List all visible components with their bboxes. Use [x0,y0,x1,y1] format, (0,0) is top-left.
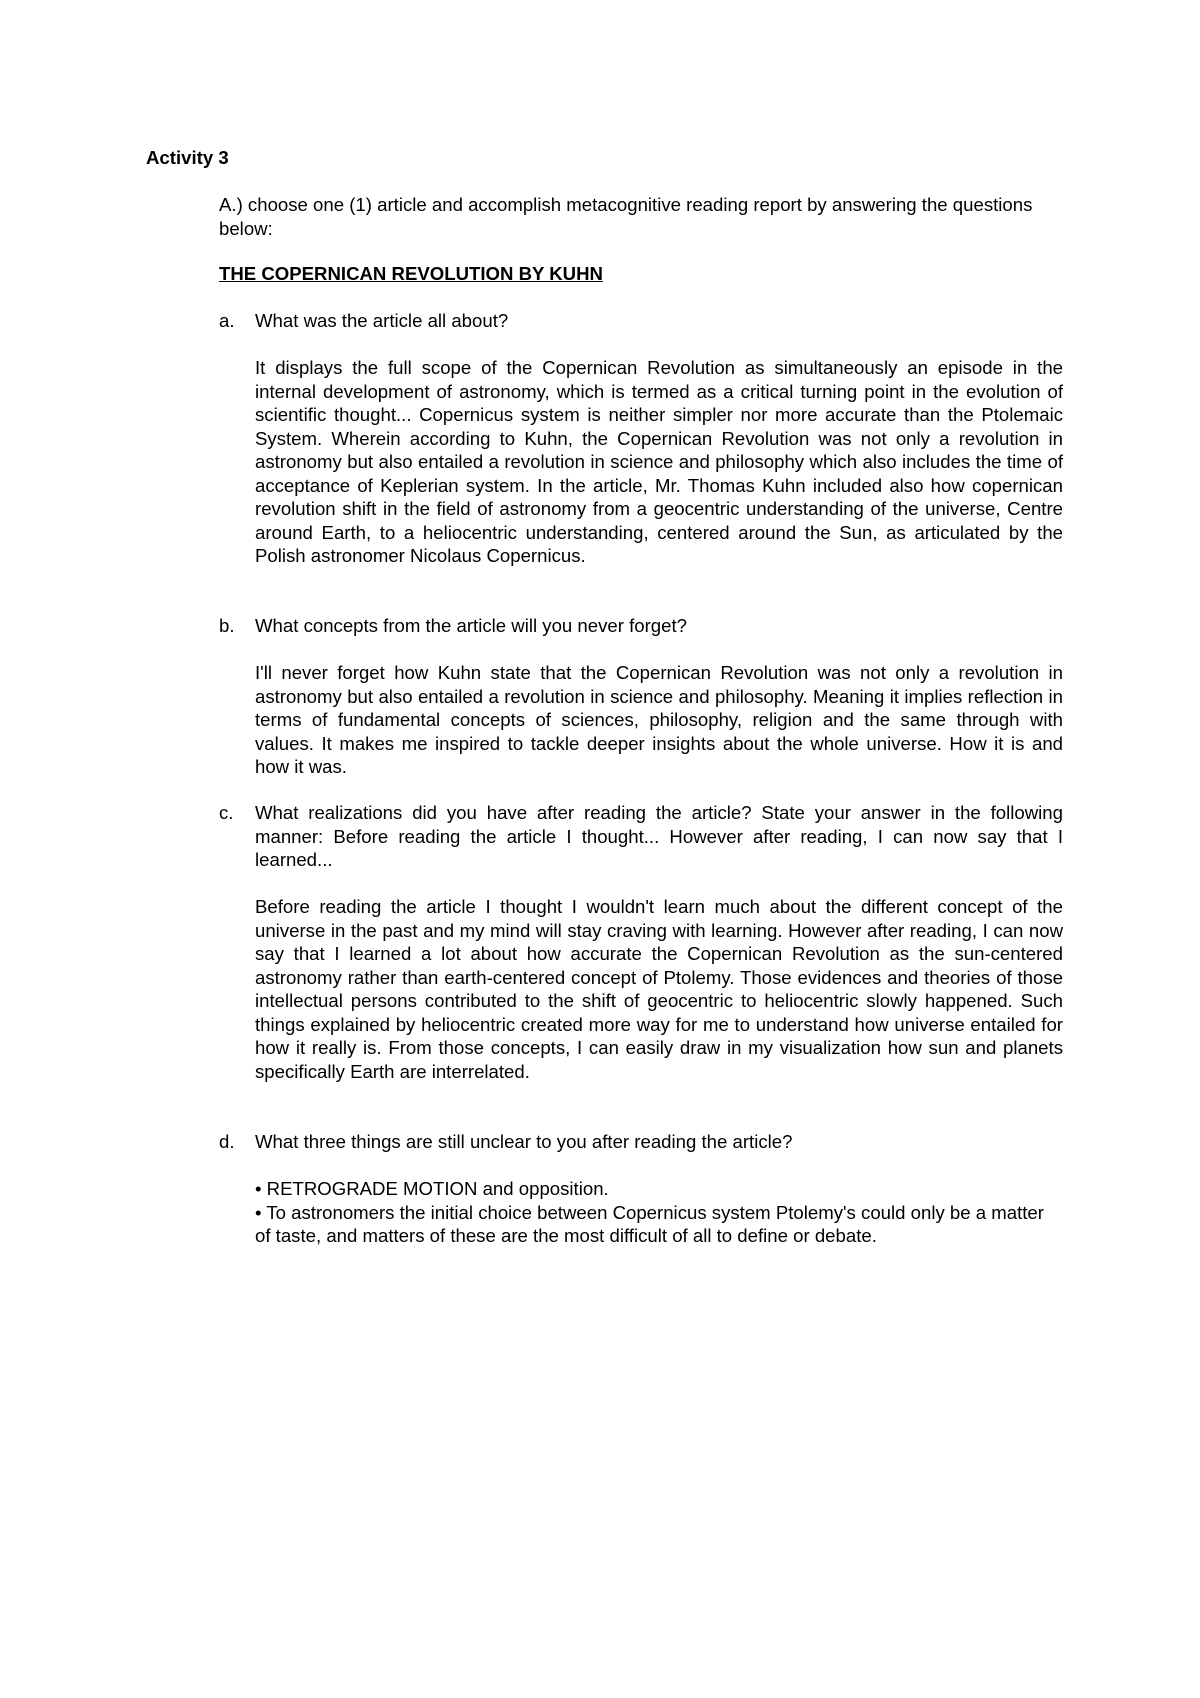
question-c [219,801,1063,872]
question-letter: a. [219,310,235,331]
list-item: • RETROGRADE MOTION and opposition. [255,1178,609,1199]
answer-b: I'll never forget how Kuhn state that the Copernican Revolution was not only a revolution in astronomy but also entailed a revolution in science and philosophy. Meaning it implies reflection in terms of fundamental concepts of sciences, philosophy, religion and the same through with values. It makes me inspired to tackle deeper insights about the whole universe. How it is and how it was. [255,662,1063,777]
question-text: What concepts from the article will you never forget? [255,615,687,636]
question-a [219,309,1063,333]
question-b [219,614,1063,638]
answer-a: It displays the full scope of the Copernican Revolution as simultaneously an episode in the internal development of astronomy, which is termed as a critical turning point in the evolution of scientific thought... Copernicus system is neither simpler nor more accurate than the Ptolemaic System. Wherein according to Kuhn, the Copernican Revolution was not only a revolution in astronomy but also entailed a revolution in science and philosophy which also includes the time of acceptance of Keplerian system. In the article, Mr. Thomas Kuhn included also how copernican revolution shift in the field of astronomy from a geocentric understanding of the universe, Centre around Earth, to a heliocentric understanding, centered around the Sun, as articulated by the Polish astronomer Nicolaus Copernicus. [255,357,1063,566]
question-letter: c. [219,802,234,823]
question-letter: b. [219,615,235,636]
activity-heading: Activity 3 [146,147,229,168]
list-item: • To astronomers the initial choice between Copernicus system Ptolemy's could only be a matter of taste, and matters of these are the most difficult of all to define or debate. [255,1201,1044,1246]
instruction-text: A.) choose one (1) article and accomplish metacognitive reading report by answering the questions below: [219,194,1033,239]
question-letter: d. [219,1131,235,1152]
answer-c: Before reading the article I thought I wouldn't learn much about the different concept of the universe in the past and my mind will stay craving with learning. However after reading, I can now say that I learned a lot about how accurate the Copernican Revolution as the sun-centered astronomy rather than earth-centered concept of Ptolemy. Those evidences and theories of those intellectual persons contributed to the shift of geocentric to heliocentric slowly happened. Such things explained by heliocentric created more way for me to understand how universe entailed for how it really is. From those concepts, I can easily draw in my visualization how sun and planets specifically Earth are interrelated. [255,896,1063,1082]
question-text: What was the article all about? [255,310,509,331]
question-d [219,1130,1063,1154]
question-text: What three things are still unclear to you after reading the article? [255,1131,793,1152]
article-title: THE COPERNICAN REVOLUTION BY KUHN [219,263,603,284]
question-text: What realizations did you have after reading the article? State your answer in the following manner: Before reading the article I thought... However after reading, I can now say that I learned... [255,802,1063,870]
unclear-list [255,1177,1063,1248]
